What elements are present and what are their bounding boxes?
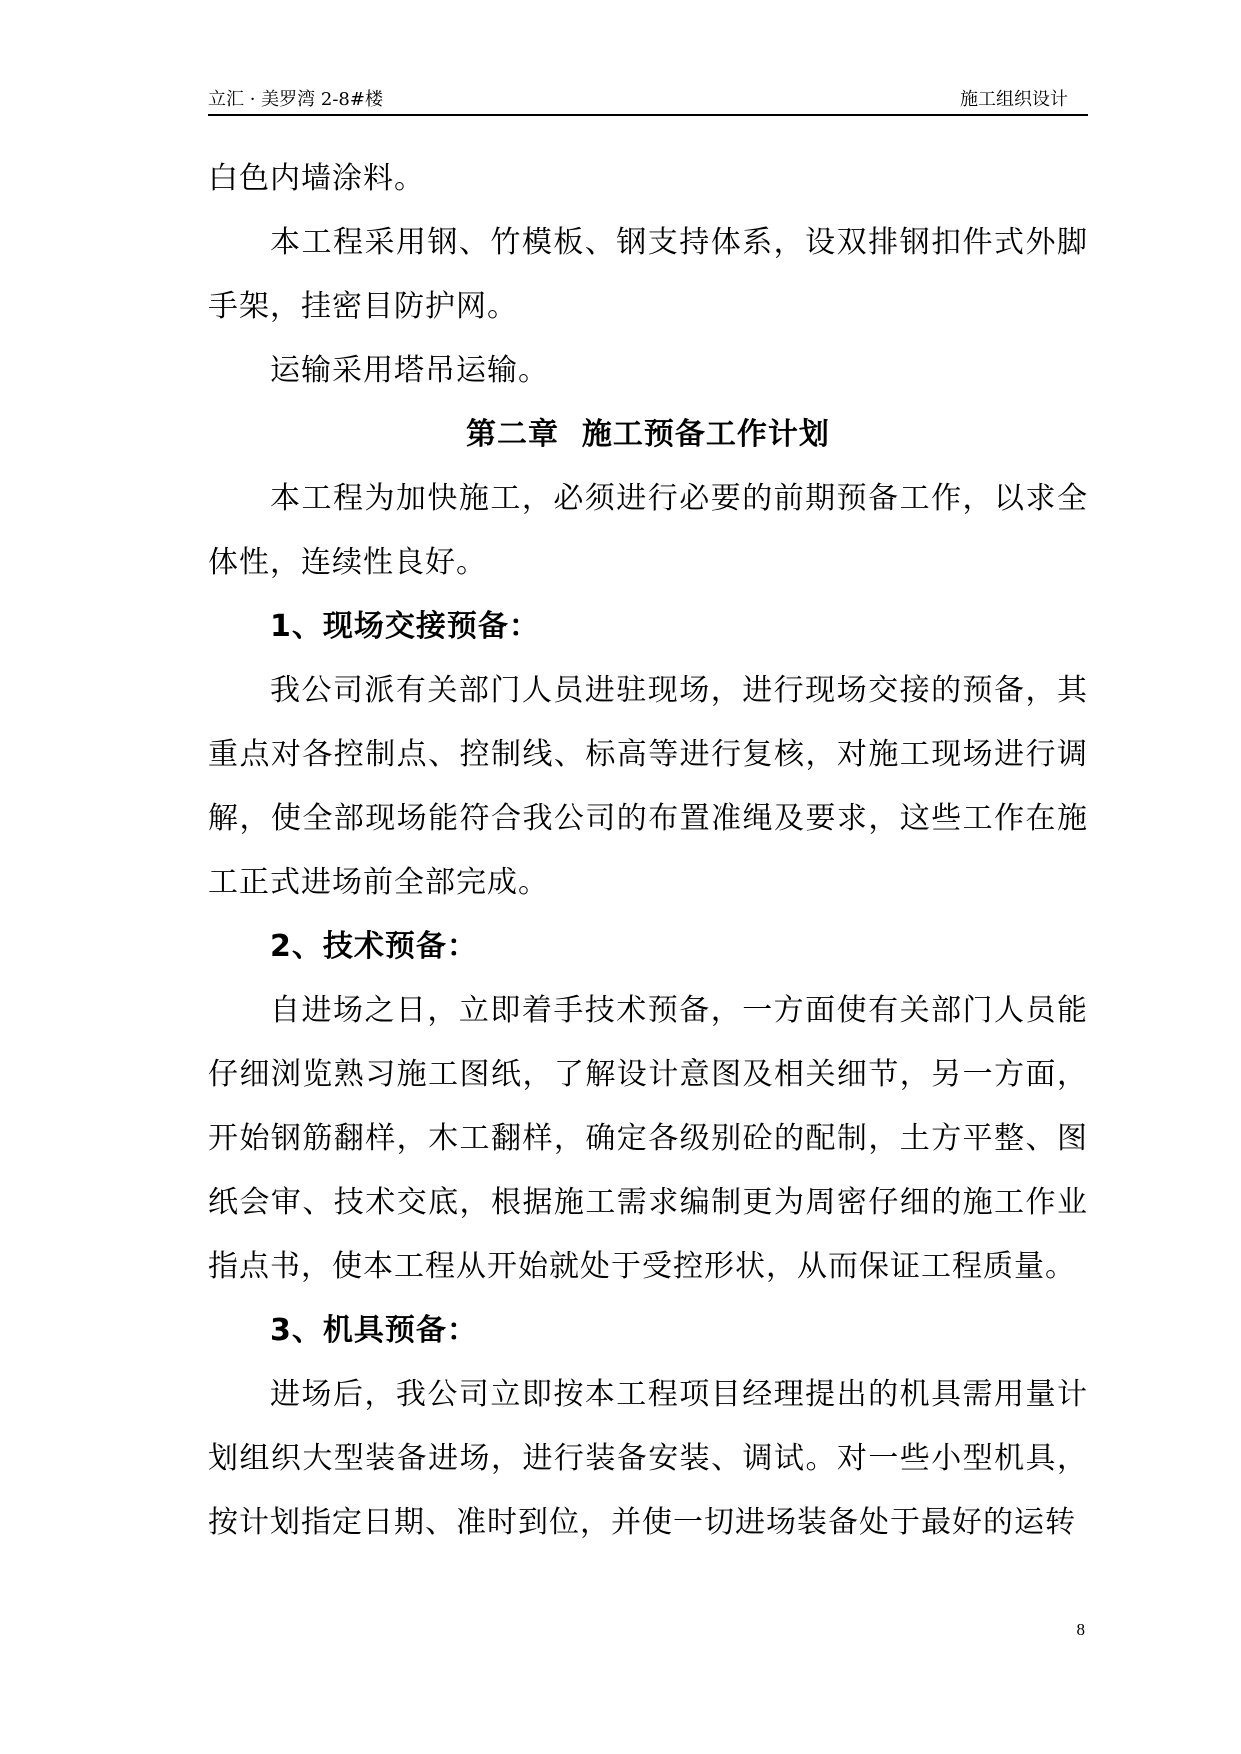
paragraph: 自进场之日，立即着手技术预备，一方面使有关部门人员能仔细浏览熟习施工图纸，了解设计意图及相关细节，另一方面，开始钢筋翻样，木工翻样，确定各级别砼的配制，土方平整、图纸会审、技术交底，根据施工需求编制更为周密仔细的施工作业指点书，使本工程从开始就处于受控形状，从而保证工程质量。 <box>208 993 1088 1284</box>
page-number: 8 <box>1076 1620 1085 1639</box>
paragraph: 本工程采用钢、竹模板、钢支持体系，设双排钢扣件式外脚手架，挂密目防护网。 <box>208 225 1088 324</box>
section-heading: 1、现场交接预备： <box>270 609 540 644</box>
paragraph: 我公司派有关部门人员进驻现场，进行现场交接的预备，其重点对各控制点、控制线、标高等进行复核，对施工现场进行调解，使全部现场能符合我公司的布置准绳及要求，这些工作在施工正式进场前全部完成。 <box>208 673 1088 900</box>
paragraph: 白色内墙涂料。 <box>208 161 425 196</box>
header-document-title: 施工组织设计 <box>960 89 1068 110</box>
paragraph: 本工程为加快施工，必须进行必要的前期预备工作，以求全体性，连续性良好。 <box>208 481 1088 580</box>
header-project-name: 立汇 · 美罗湾 2-8#楼 <box>208 89 383 110</box>
page-header <box>208 86 1088 116</box>
chapter-title: 第二章 施工预备工作计划 <box>466 417 830 452</box>
document-body <box>208 147 1088 1555</box>
section-heading: 2、技术预备： <box>270 929 478 964</box>
paragraph: 运输采用塔吊运输。 <box>270 353 549 388</box>
paragraph: 进场后，我公司立即按本工程项目经理提出的机具需用量计划组织大型装备进场，进行装备安装、调试。对一些小型机具，按计划指定日期、准时到位，并使一切进场装备处于最好的运转 <box>208 1377 1088 1540</box>
section-heading: 3、机具预备： <box>270 1313 478 1348</box>
